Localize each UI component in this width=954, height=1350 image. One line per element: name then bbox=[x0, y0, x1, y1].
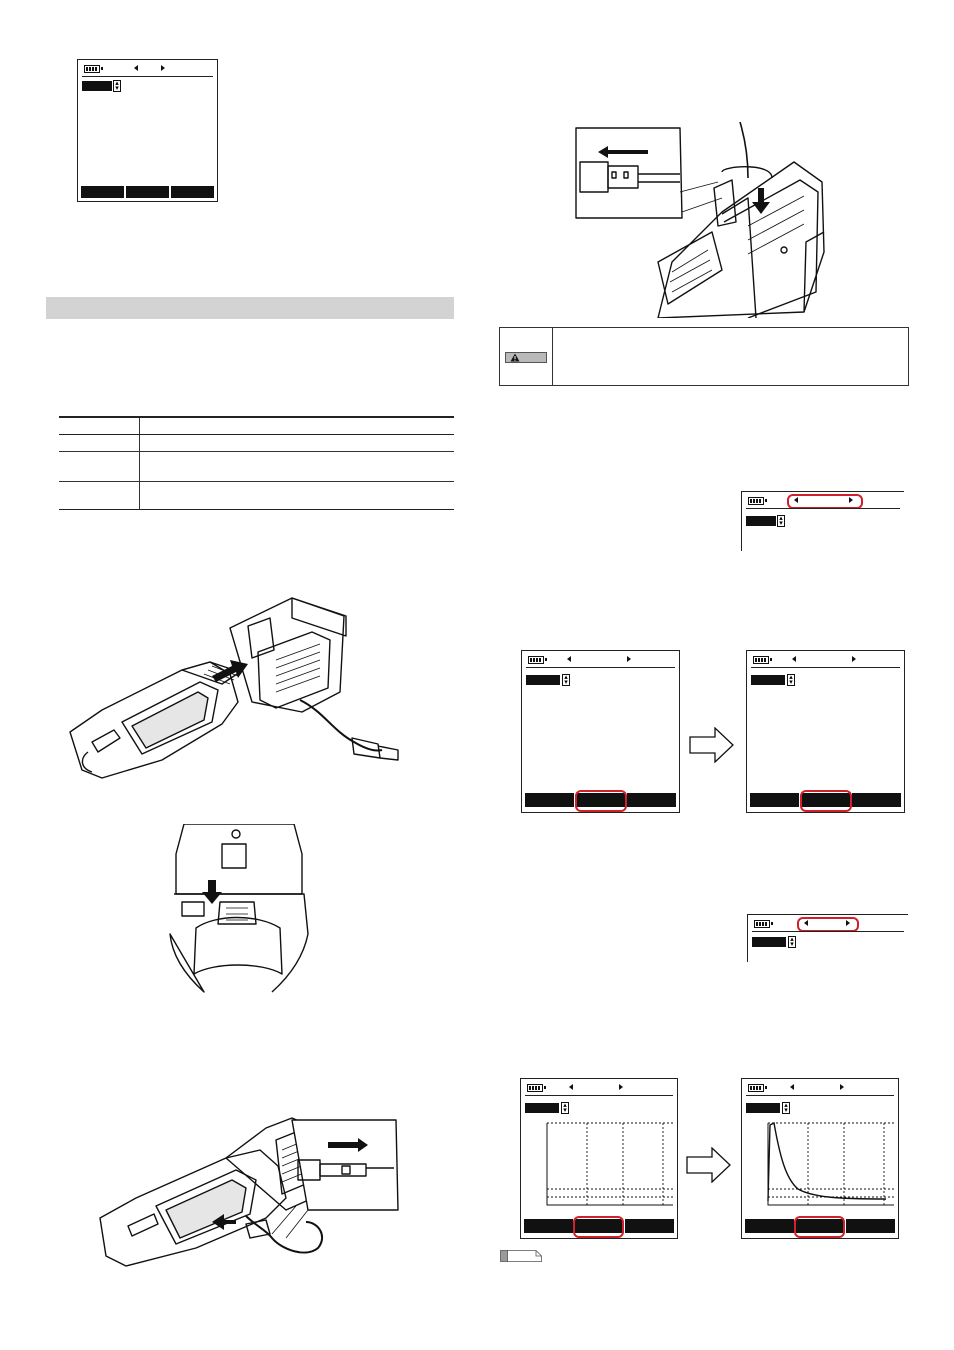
illustration-top-connector bbox=[572, 122, 838, 318]
value-field bbox=[82, 81, 112, 91]
highlight-ring bbox=[794, 1216, 845, 1238]
right-arrow-icon bbox=[840, 1084, 844, 1090]
illustration-latch-down bbox=[164, 824, 312, 996]
graph-area bbox=[525, 1117, 675, 1209]
highlight-ring bbox=[787, 494, 863, 509]
lcd-panel-graph-curve bbox=[741, 1078, 899, 1239]
highlight-ring bbox=[575, 790, 627, 812]
spinner-icon: ▴ ▾ bbox=[561, 1102, 569, 1114]
left-arrow-icon bbox=[792, 656, 796, 662]
battery-icon bbox=[528, 656, 544, 664]
lcd-panel-graph-empty bbox=[520, 1078, 678, 1239]
table-row bbox=[59, 482, 454, 510]
value-field bbox=[526, 675, 560, 685]
value-field bbox=[746, 1103, 780, 1113]
note-icon bbox=[500, 1250, 542, 1262]
spinner-icon: ▴ ▾ bbox=[562, 674, 570, 686]
spinner-icon: ▴ ▾ bbox=[777, 515, 785, 527]
big-right-arrow-icon bbox=[689, 727, 735, 763]
warning-triangle-icon bbox=[510, 353, 520, 362]
spinner-icon: ▴ ▾ bbox=[782, 1102, 790, 1114]
battery-icon bbox=[754, 920, 770, 928]
left-arrow-icon bbox=[567, 656, 571, 662]
battery-icon bbox=[84, 65, 100, 73]
battery-icon bbox=[748, 1084, 764, 1092]
spinner-icon: ▴ ▾ bbox=[787, 674, 795, 686]
table-header-row bbox=[59, 417, 454, 435]
lcd-panel-after bbox=[746, 650, 905, 813]
value-field bbox=[751, 675, 785, 685]
illustration-device-insert bbox=[62, 592, 408, 788]
lcd-panel-initial bbox=[77, 59, 218, 202]
value-field bbox=[746, 516, 776, 526]
spec-table bbox=[59, 416, 454, 510]
lcd-panel-channel-select bbox=[747, 914, 908, 962]
highlight-ring bbox=[797, 917, 859, 932]
battery-icon bbox=[753, 656, 769, 664]
warning-box bbox=[499, 327, 909, 386]
section-heading-bar bbox=[46, 297, 454, 319]
warning-label bbox=[505, 352, 547, 363]
lcd-panel-mode-select bbox=[741, 491, 904, 551]
right-arrow-icon bbox=[852, 656, 856, 662]
right-arrow-icon bbox=[161, 65, 165, 71]
graph-area bbox=[746, 1117, 896, 1209]
battery-icon bbox=[527, 1084, 543, 1092]
left-arrow-icon bbox=[569, 1084, 573, 1090]
right-arrow-icon bbox=[619, 1084, 623, 1090]
value-field bbox=[752, 937, 786, 947]
softkey-bar bbox=[81, 186, 214, 198]
highlight-ring bbox=[573, 1216, 624, 1238]
spinner-icon: ▴ ▾ bbox=[788, 936, 796, 948]
big-right-arrow-icon bbox=[686, 1147, 732, 1183]
highlight-ring bbox=[800, 790, 852, 812]
battery-icon bbox=[748, 497, 764, 505]
illustration-connector-attach bbox=[96, 1110, 406, 1272]
table-row bbox=[59, 435, 454, 452]
right-arrow-icon bbox=[627, 656, 631, 662]
lcd-panel-before bbox=[521, 650, 680, 813]
left-arrow-icon bbox=[790, 1084, 794, 1090]
table-row bbox=[59, 452, 454, 482]
value-field bbox=[525, 1103, 559, 1113]
left-arrow-icon bbox=[134, 65, 138, 71]
spinner-icon: ▴ ▾ bbox=[113, 80, 121, 92]
